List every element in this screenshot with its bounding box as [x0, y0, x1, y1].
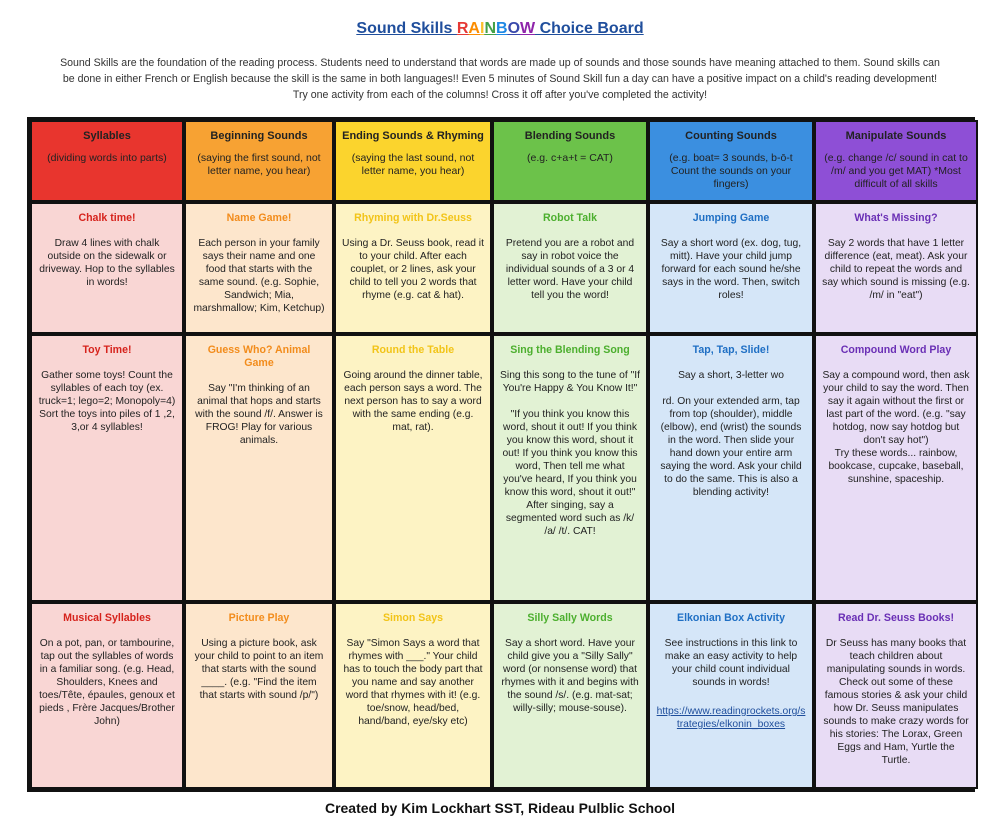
column-header — [814, 120, 978, 202]
activity-title: Chalk time! — [78, 212, 136, 224]
activity-cell — [492, 202, 648, 334]
activity-cell — [648, 334, 814, 602]
activity-title: What's Missing? — [854, 212, 938, 224]
activity-description: Using a Dr. Seuss book, read it to your child. After each couplet, or 2 lines, ask your child to tell you 2 words that rhyme (e.g. cat & hat). — [342, 238, 484, 301]
rainbow-letter: W — [520, 20, 536, 37]
activity-description: Say a short, 3-letter wo rd. On your extended arm, tap from top (shoulder), middle (elbow), end (wrist) the sounds in the word. Then slide your hand down your entire arm saying the word. Ask your child to do the same. This is also a blending activity! — [660, 370, 802, 498]
column-header — [184, 120, 334, 202]
activity-description: See instructions in this link to make an easy activity to help your child count individual sounds in words! — [664, 638, 798, 688]
activity-description: Gather some toys! Count the syllables of each toy (ex. truck=1; lego=2; Monopoly=4) Sort the toys into piles of 1 ,2, 3,or 4 syllables! — [38, 370, 176, 433]
rainbow-letter: N — [484, 20, 496, 37]
activity-description: Dr Seuss has many books that teach children about manipulating sounds in words. Check out some of these famous stories & ask your child how Dr. Seuss manipulates sounds to make crazy words for his stories: The Lorax, Green Eggs and Ham, Yurtle the Turtle. — [823, 638, 969, 766]
column-header-description: (saying the last sound, not letter name, you hear) — [351, 152, 475, 177]
activity-title: Picture Play — [228, 612, 290, 624]
rainbow-letter: I — [479, 20, 485, 37]
column-header-title: Syllables — [83, 130, 131, 142]
activity-title: Musical Syllables — [63, 612, 151, 624]
activity-title: Guess Who? Animal Game — [207, 344, 311, 369]
column-header-title: Blending Sounds — [524, 130, 616, 142]
activity-cell — [648, 202, 814, 334]
activity-description: Say a short word. Have your child give you a "Silly Sally" word (or nonsense word) that rhymes with it and begins with the sound /s/. (e.g. mat-sat; willy-silly; mouse-sousе). — [501, 638, 639, 714]
activity-title: Rhyming with Dr.Seuss — [354, 212, 472, 224]
rainbow-letter: B — [496, 20, 508, 37]
title-suffix: Choice Board — [535, 20, 644, 37]
activity-cell — [334, 334, 492, 602]
rainbow-letter: O — [507, 20, 521, 37]
activity-description: Going around the dinner table, each person says a word. The next person has to say a word with the same ending (e.g. mat, rat). — [343, 370, 483, 433]
column-header — [334, 120, 492, 202]
column-header-description: (e.g. c+a+t = CAT) — [527, 152, 613, 164]
column-header-description: (dividing words into parts) — [47, 152, 167, 164]
activity-description: Using a picture book, ask your child to point to an item that starts with the sound ____. (e.g. "Find the item that starts with sound /p/") — [194, 638, 324, 701]
activity-description: Say "Simon Says a word that rhymes with ___." Your child has to touch the body part that you name and say another word that rhymes with it! (e.g. toe/snow, head/bed, hand/band, eye/sky etc) — [343, 638, 483, 727]
activity-cell — [334, 202, 492, 334]
column-header-description: (e.g. change /c/ sound in cat to /m/ and you get MAT) *Most difficult of all skills — [824, 152, 968, 190]
activity-link[interactable]: https://www.readingrockets.org/strategies/elkonin_boxes — [656, 706, 806, 730]
activity-cell — [814, 334, 978, 602]
activity-cell — [334, 602, 492, 789]
activity-description: Each person in your family says their name and one food that starts with the same sound. (e.g. Sophie, Sandwich; Mia, marshmallow; Kim, Ketchup) — [193, 238, 325, 314]
activity-title: Name Game! — [226, 212, 292, 224]
column-header-title: Beginning Sounds — [210, 130, 308, 142]
activity-description: Draw 4 lines with chalk outside on the sidewalk or driveway. Hop to the syllables in words! — [39, 238, 175, 288]
activity-cell — [814, 602, 978, 789]
rainbow-letter: A — [468, 20, 480, 37]
activity-title: Jumping Game — [692, 212, 770, 224]
activity-description: Say "I'm thinking of an animal that hops and starts with the sound /f/. Answer is FROG! Play for various animals. — [195, 383, 323, 446]
activity-title: Round the Table — [371, 344, 455, 356]
column-header — [648, 120, 814, 202]
activity-title: Silly Sally Words — [527, 612, 613, 624]
activity-cell — [184, 602, 334, 789]
activity-description: Pretend you are a robot and say in robot voice the individual sounds of a 3 or 4 letter word. Have your child tell you the word! — [505, 238, 635, 301]
activity-cell — [30, 602, 184, 789]
choice-board-grid — [27, 117, 975, 792]
activity-description: Say 2 words that have 1 letter difference (eat, meat). Ask your child to repeat the words and say which sound is missing (e.g. /m/ in "eat") — [822, 238, 970, 301]
activity-description: On a pot, pan, or tambourine, tap out the syllables of words in a familiar song. (e.g. Head, Shoulders, Knees and toes/Tête, épaules, genoux et pieds , Frère Jacques/Brother John) — [39, 638, 175, 727]
activity-description: Say a compound word, then ask your child to say the word. Then say it again without the first or last part of the word. (e.g. "say hotdog, now say hotdog but don't say hot") Try these words... rainbow, bookcase, cupcake, baseball, sunshine, spaceship. — [822, 370, 970, 485]
column-header-title: Manipulate Sounds — [845, 130, 947, 142]
activity-cell — [814, 202, 978, 334]
activity-cell — [184, 334, 334, 602]
activity-cell — [492, 334, 648, 602]
column-header — [492, 120, 648, 202]
title-prefix: Sound Skills — [356, 20, 457, 37]
activity-cell — [184, 202, 334, 334]
activity-title: Sing the Blending Song — [510, 344, 630, 356]
column-header-title: Counting Sounds — [685, 130, 777, 142]
column-header-description: (saying the first sound, not letter name, you hear) — [197, 152, 321, 177]
activity-title: Simon Says — [382, 612, 444, 624]
column-header — [30, 120, 184, 202]
activity-cell — [30, 334, 184, 602]
activity-cell — [648, 602, 814, 789]
page-title — [0, 20, 1000, 38]
activity-description: Say a short word (ex. dog, tug, mitt). Have your child jump forward for each sound he/she says in the word. Then, switch roles! — [660, 238, 802, 301]
activity-cell — [492, 602, 648, 789]
activity-title: Tap, Tap, Slide! — [692, 344, 770, 356]
activity-title: Toy Time! — [82, 344, 132, 356]
activity-description: Sing this song to the tune of "If You're Happy & You Know It!" "If you think you know this word, shout it out! If you think you know this word, shout it out! If you think you know this word, Then tell me what you've heard, If you think you know this word, shout it out!" After singing, say a segmented word such as /k/ /a/ /t/. CAT! — [500, 370, 640, 537]
intro-paragraph: Sound Skills are the foundation of the reading process. Students need to understand that words are made up of sounds and those sounds have meaning attached to them. Sound skills can be done in either French or English because the skill is the same in both languages!! Even 5 minutes of Sound Skill fun a day can have a positive impact on a child's reading development! Try one activity from each of the columns! Cross it off after you've completed the activity! — [60, 57, 940, 101]
column-header-description: (e.g. boat= 3 sounds, b-ō-t Count the sounds on your fingers) — [669, 152, 793, 190]
activity-cell — [30, 202, 184, 334]
column-header-title: Ending Sounds & Rhyming — [342, 130, 484, 142]
title-rainbow — [457, 20, 535, 37]
footer-credit: Created by Kim Lockhart SST, Rideau Pulblic School — [324, 800, 676, 816]
activity-title: Read Dr. Seuss Books! — [838, 612, 954, 624]
activity-title: Compound Word Play — [840, 344, 952, 356]
activity-title: Robot Talk — [543, 212, 597, 224]
activity-title: Elkonian Box Activity — [677, 612, 785, 624]
rainbow-letter: R — [456, 20, 469, 37]
